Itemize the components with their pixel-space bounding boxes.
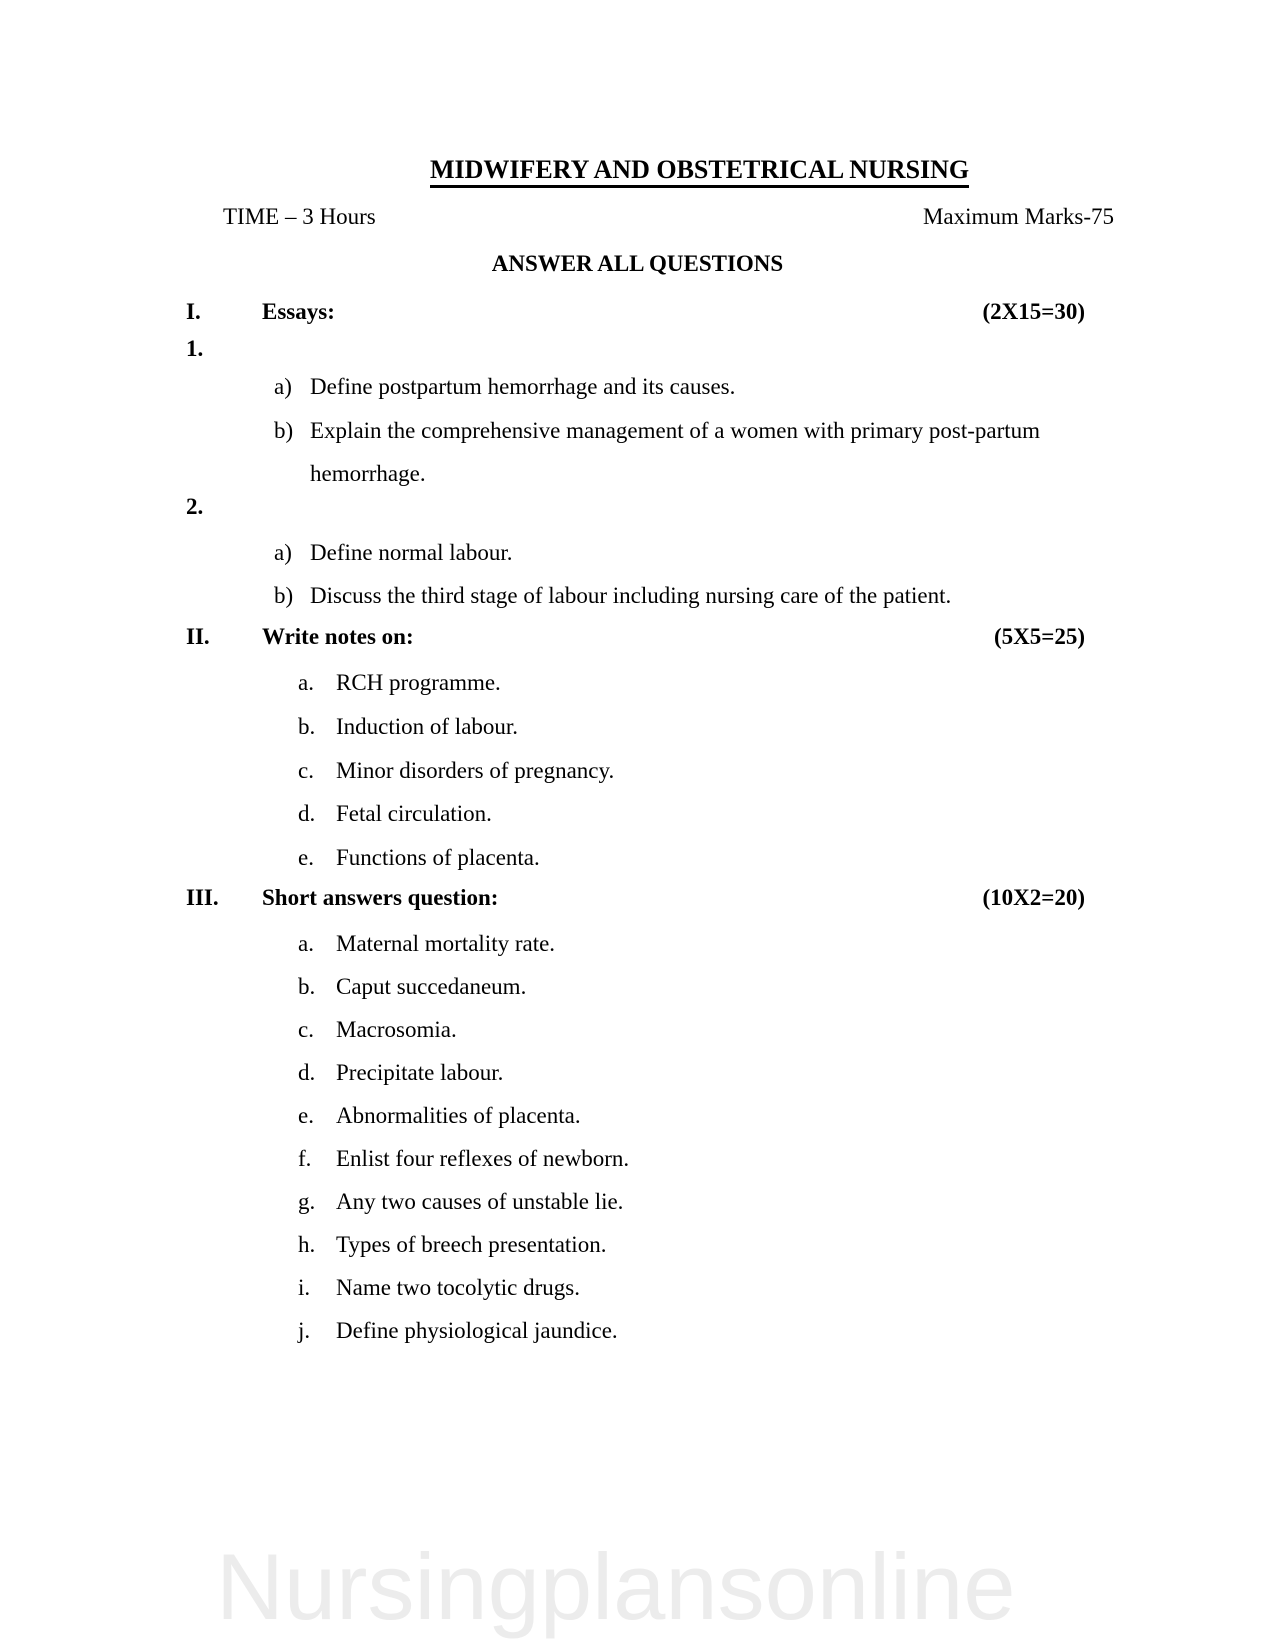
page-title xyxy=(430,154,969,186)
item-marker: c. xyxy=(298,758,314,783)
item-marker: h. xyxy=(298,1232,316,1257)
item-marker: j. xyxy=(298,1318,311,1343)
section-numeral: II. xyxy=(186,624,210,649)
part-marker: a) xyxy=(274,540,292,565)
section-title: Short answers question: xyxy=(262,885,499,910)
time-label: TIME – 3 Hours xyxy=(223,204,376,229)
item-marker: i. xyxy=(298,1275,311,1300)
item-marker: d. xyxy=(298,801,316,826)
item-marker: b. xyxy=(298,714,316,739)
item-text: Macrosomia. xyxy=(336,1017,457,1042)
watermark: Nursingplansonline xyxy=(216,1534,1016,1639)
section-numeral: III. xyxy=(186,885,219,910)
item-text: Enlist four reflexes of newborn. xyxy=(336,1146,630,1171)
part-marker: a) xyxy=(274,374,292,399)
item-text: Name two tocolytic drugs. xyxy=(336,1275,581,1300)
item-text: Induction of labour. xyxy=(336,714,519,739)
item-text: Caput succedaneum. xyxy=(336,974,527,999)
part-text: Define postpartum hemorrhage and its causes. xyxy=(310,374,736,399)
instruction-text: ANSWER ALL QUESTIONS xyxy=(491,251,784,276)
part-marker: b) xyxy=(274,418,294,443)
item-marker: f. xyxy=(298,1146,312,1171)
item-marker: g. xyxy=(298,1189,316,1214)
item-marker: e. xyxy=(298,845,314,870)
item-marker: a. xyxy=(298,670,314,695)
item-marker: b. xyxy=(298,974,316,999)
item-text: Fetal circulation. xyxy=(336,801,492,826)
item-marker: e. xyxy=(298,1103,314,1128)
part-text: Explain the comprehensive management of a women with primary post-partum hemorrhage. xyxy=(310,418,1041,486)
item-text: Maternal mortality rate. xyxy=(336,931,556,956)
item-text: Define physiological jaundice. xyxy=(336,1318,618,1343)
item-text: RCH programme. xyxy=(336,670,501,695)
max-marks-label: Maximum Marks-75 xyxy=(922,204,1114,229)
item-text: Abnormalities of placenta. xyxy=(336,1103,581,1128)
part-marker: b) xyxy=(274,583,294,608)
section-marks: (2X15=30) xyxy=(982,299,1085,324)
section-numeral: I. xyxy=(186,299,201,324)
item-text: Any two causes of unstable lie. xyxy=(336,1189,624,1214)
item-marker: d. xyxy=(298,1060,316,1085)
item-text: Minor disorders of pregnancy. xyxy=(336,758,615,783)
section-marks: (10X2=20) xyxy=(982,885,1085,910)
item-text: Precipitate labour. xyxy=(336,1060,504,1085)
section-title: Write notes on: xyxy=(262,624,414,649)
section-title: Essays: xyxy=(262,299,335,324)
item-marker: a. xyxy=(298,931,314,956)
item-marker: c. xyxy=(298,1017,314,1042)
section-marks: (5X5=25) xyxy=(993,624,1085,649)
part-text: Discuss the third stage of labour including nursing care of the patient. xyxy=(310,583,952,608)
item-text: Functions of placenta. xyxy=(336,845,540,870)
item-text: Types of breech presentation. xyxy=(336,1232,607,1257)
part-text: Define normal labour. xyxy=(310,540,513,565)
page-title-text: MIDWIFERY AND OBSTETRICAL NURSING xyxy=(430,155,969,188)
exam-paper-page: MIDWIFERY AND OBSTETRICAL NURSING TIME – 3 Hours Maximum Marks-75 ANSWER ALL QUESTIONS I. Essays: (2X15=30) 1. a) Define postpartum hemorrhage and its causes. b) Explain the comprehensive management of a women with primary post-partum hemorrhage. 2. a) Define normal labour. b) Discuss the third stage of labour including nursing care of the patient. II. Write notes on: (5X5=25) a. RCH programme. b. Induction of labour. c. Minor disorders of pregnancy. d. Fetal circulation. e. Functions of placenta. III. Short answers question: (10X2=20) a. Maternal mortality rate. b. Caput succedaneum. c. Macrosomia. d. Precipitate labour. e. Abnormalities of placenta. f. Enlist four reflexes of newborn. g. Any two causes of unstable lie. h. Types of breech presentation. i. Name two tocolytic drugs. j. Define physiological jaundice. Nursingplansonline xyxy=(0,0,1275,1649)
